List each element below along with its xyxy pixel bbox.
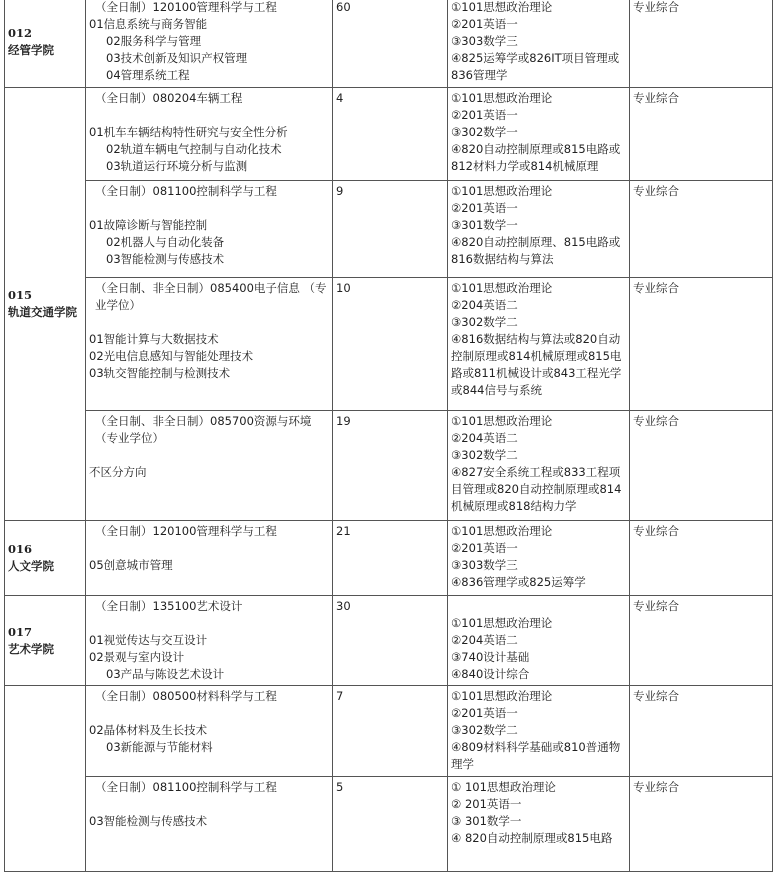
exam-subject: ①101思想政治理论 — [451, 184, 553, 198]
research-direction: 02光电信息感知与智能处理技术 — [89, 349, 254, 363]
exam-subject: ①101思想政治理论 — [451, 0, 553, 14]
major-name: （全日制）080500材料科学与工程 — [95, 689, 277, 703]
major-name: （全日制）120100管理科学与工程 — [95, 524, 277, 538]
college-cell — [5, 0, 86, 88]
research-direction: 01故障诊断与智能控制 — [89, 218, 208, 232]
exam-subjects-cell — [448, 88, 630, 181]
exam-subject: ②204英语二 — [451, 298, 518, 312]
college-name: 轨道交通学院 — [8, 305, 77, 319]
exam-subject: ②204英语二 — [451, 431, 518, 445]
exam-subject: ③302数学二 — [451, 723, 518, 737]
retest-subject-cell: 专业综合 — [630, 777, 773, 872]
college-cell — [5, 521, 86, 596]
research-direction: 03智能检测与传感技术 — [106, 252, 225, 266]
exam-subject: ②201英语一 — [451, 108, 518, 122]
exam-subject: ④820自动控制原理或815电路或812材料力学或814机械原理 — [451, 142, 621, 173]
exam-subject: ①101思想政治理论 — [451, 524, 553, 538]
retest-subject-cell: 专业综合 — [630, 0, 773, 88]
quota-cell: 7 — [333, 686, 448, 777]
retest-subject-cell: 专业综合 — [630, 686, 773, 777]
exam-subject: ① 101思想政治理论 — [451, 780, 556, 794]
exam-subject: ③ 301数学一 — [451, 814, 522, 828]
research-direction: 不区分方向 — [89, 465, 147, 479]
exam-subject: ② 201英语一 — [451, 797, 522, 811]
exam-subjects-cell — [448, 181, 630, 278]
table-row — [5, 596, 773, 686]
quota-cell: 30 — [333, 596, 448, 686]
exam-subject: ④816数据结构与算法或820自动控制原理或814机械原理或815电路或811机械设计或843工程光学或844信号与系统 — [451, 332, 622, 397]
college-name: 经管学院 — [8, 43, 54, 57]
exam-subject: ④825运筹学或826IT项目管理或836管理学 — [451, 51, 620, 82]
exam-subject: ③301数学一 — [451, 218, 518, 232]
exam-subject: ④840设计综合 — [451, 667, 530, 681]
quota-cell: 19 — [333, 411, 448, 521]
exam-subject: ②204英语二 — [451, 633, 518, 647]
research-direction: 01信息系统与商务智能 — [89, 17, 208, 31]
major-name: （全日制）081100控制科学与工程 — [95, 184, 277, 198]
table-row — [5, 411, 773, 521]
table-row — [5, 686, 773, 777]
quota-cell: 10 — [333, 278, 448, 411]
college-code: 017 — [8, 624, 33, 639]
research-direction: 02轨道车辆电气控制与自动化技术 — [106, 142, 282, 156]
research-direction: 05创意城市管理 — [89, 558, 173, 572]
research-direction: 02景观与室内设计 — [89, 650, 185, 664]
exam-subjects-cell — [448, 686, 630, 777]
retest-subject-cell: 专业综合 — [630, 181, 773, 278]
exam-subject: ①101思想政治理论 — [451, 91, 553, 105]
retest-subject-cell: 专业综合 — [630, 521, 773, 596]
major-name: （全日制）081100控制科学与工程 — [95, 780, 277, 794]
research-direction: 04管理系统工程 — [106, 68, 190, 82]
exam-subject: ③302数学二 — [451, 315, 518, 329]
major-name: （全日制）135100艺术设计 — [95, 599, 243, 613]
table-row — [5, 181, 773, 278]
college-name: 艺术学院 — [8, 641, 54, 656]
major-name: （全日制）120100管理科学与工程 — [95, 0, 277, 14]
quota-cell: 60 — [333, 0, 448, 88]
college-cell — [5, 686, 86, 872]
quota-cell: 9 — [333, 181, 448, 278]
program-cell — [86, 88, 333, 181]
table-row — [5, 0, 773, 88]
exam-subject: ④ 820自动控制原理或815电路 — [451, 831, 613, 845]
quota-cell: 5 — [333, 777, 448, 872]
exam-subject: ③302数学一 — [451, 125, 518, 139]
table-row — [5, 777, 773, 872]
program-cell — [86, 411, 333, 521]
admissions-table — [4, 0, 773, 872]
exam-subject: ①101思想政治理论 — [451, 689, 553, 703]
program-cell — [86, 0, 333, 88]
exam-subjects-cell — [448, 596, 630, 686]
research-direction: 03智能检测与传感技术 — [89, 814, 208, 828]
exam-subject: ④809材料科学基础或810普通物理学 — [451, 740, 621, 771]
table-row — [5, 88, 773, 181]
retest-subject-cell: 专业综合 — [630, 411, 773, 521]
research-direction: 03产品与陈设艺术设计 — [106, 667, 225, 681]
major-name: （全日制）080204车辆工程 — [95, 91, 243, 105]
exam-subjects-cell — [448, 278, 630, 411]
retest-subject-cell: 专业综合 — [630, 278, 773, 411]
exam-subject: ③740设计基础 — [451, 650, 530, 664]
research-direction: 03新能源与节能材料 — [106, 740, 213, 754]
table-row — [5, 521, 773, 596]
exam-subjects-cell — [448, 777, 630, 872]
program-cell — [86, 596, 333, 686]
exam-subject: ①101思想政治理论 — [451, 616, 553, 630]
exam-subjects-cell — [448, 521, 630, 596]
college-cell — [5, 88, 86, 521]
exam-subject: ①101思想政治理论 — [451, 414, 553, 428]
research-direction: 02服务科学与管理 — [106, 34, 202, 48]
research-direction: 01机车车辆结构特性研究与安全性分析 — [89, 125, 288, 139]
exam-subjects-cell — [448, 411, 630, 521]
research-direction: 01智能计算与大数据技术 — [89, 332, 219, 346]
exam-subject: ②201英语一 — [451, 17, 518, 31]
retest-subject-cell: 专业综合 — [630, 88, 773, 181]
research-direction: 02晶体材料及生长技术 — [89, 723, 208, 737]
exam-subject: ④827安全系统工程或833工程项目管理或820自动控制原理或814机械原理或818结构力学 — [451, 465, 622, 513]
program-cell — [86, 181, 333, 278]
college-code: 015 — [8, 288, 33, 302]
college-cell — [5, 596, 86, 686]
exam-subject: ②201英语一 — [451, 201, 518, 215]
major-name: （全日制、非全日制）085700资源与环境（专业学位） — [95, 414, 312, 445]
program-cell — [86, 686, 333, 777]
quota-cell: 21 — [333, 521, 448, 596]
program-cell — [86, 777, 333, 872]
research-direction: 02机器人与自动化装备 — [106, 235, 225, 249]
exam-subject: ④836管理学或825运筹学 — [451, 575, 586, 589]
exam-subject: ②201英语一 — [451, 706, 518, 720]
table-row — [5, 278, 773, 411]
exam-subject: ③303数学三 — [451, 34, 518, 48]
exam-subject: ④820自动控制原理、815电路或816数据结构与算法 — [451, 235, 621, 266]
program-cell — [86, 521, 333, 596]
college-name: 人文学院 — [8, 559, 54, 573]
exam-subject: ②201英语一 — [451, 541, 518, 555]
research-direction: 03轨交智能控制与检测技术 — [89, 366, 231, 380]
retest-subject-cell: 专业综合 — [630, 596, 773, 686]
quota-cell: 4 — [333, 88, 448, 181]
exam-subject: ③302数学二 — [451, 448, 518, 462]
college-code: 012 — [8, 26, 33, 40]
research-direction: 03技术创新及知识产权管理 — [106, 51, 248, 65]
research-direction: 03轨道运行环境分析与监测 — [106, 159, 248, 173]
college-code: 016 — [8, 542, 33, 556]
research-direction: 01视觉传达与交互设计 — [89, 633, 208, 647]
exam-subjects-cell — [448, 0, 630, 88]
exam-subject: ①101思想政治理论 — [451, 281, 553, 295]
program-cell — [86, 278, 333, 411]
exam-subject: ③303数学三 — [451, 558, 518, 572]
major-name: （全日制、非全日制）085400电子信息 （专业学位） — [95, 281, 327, 312]
